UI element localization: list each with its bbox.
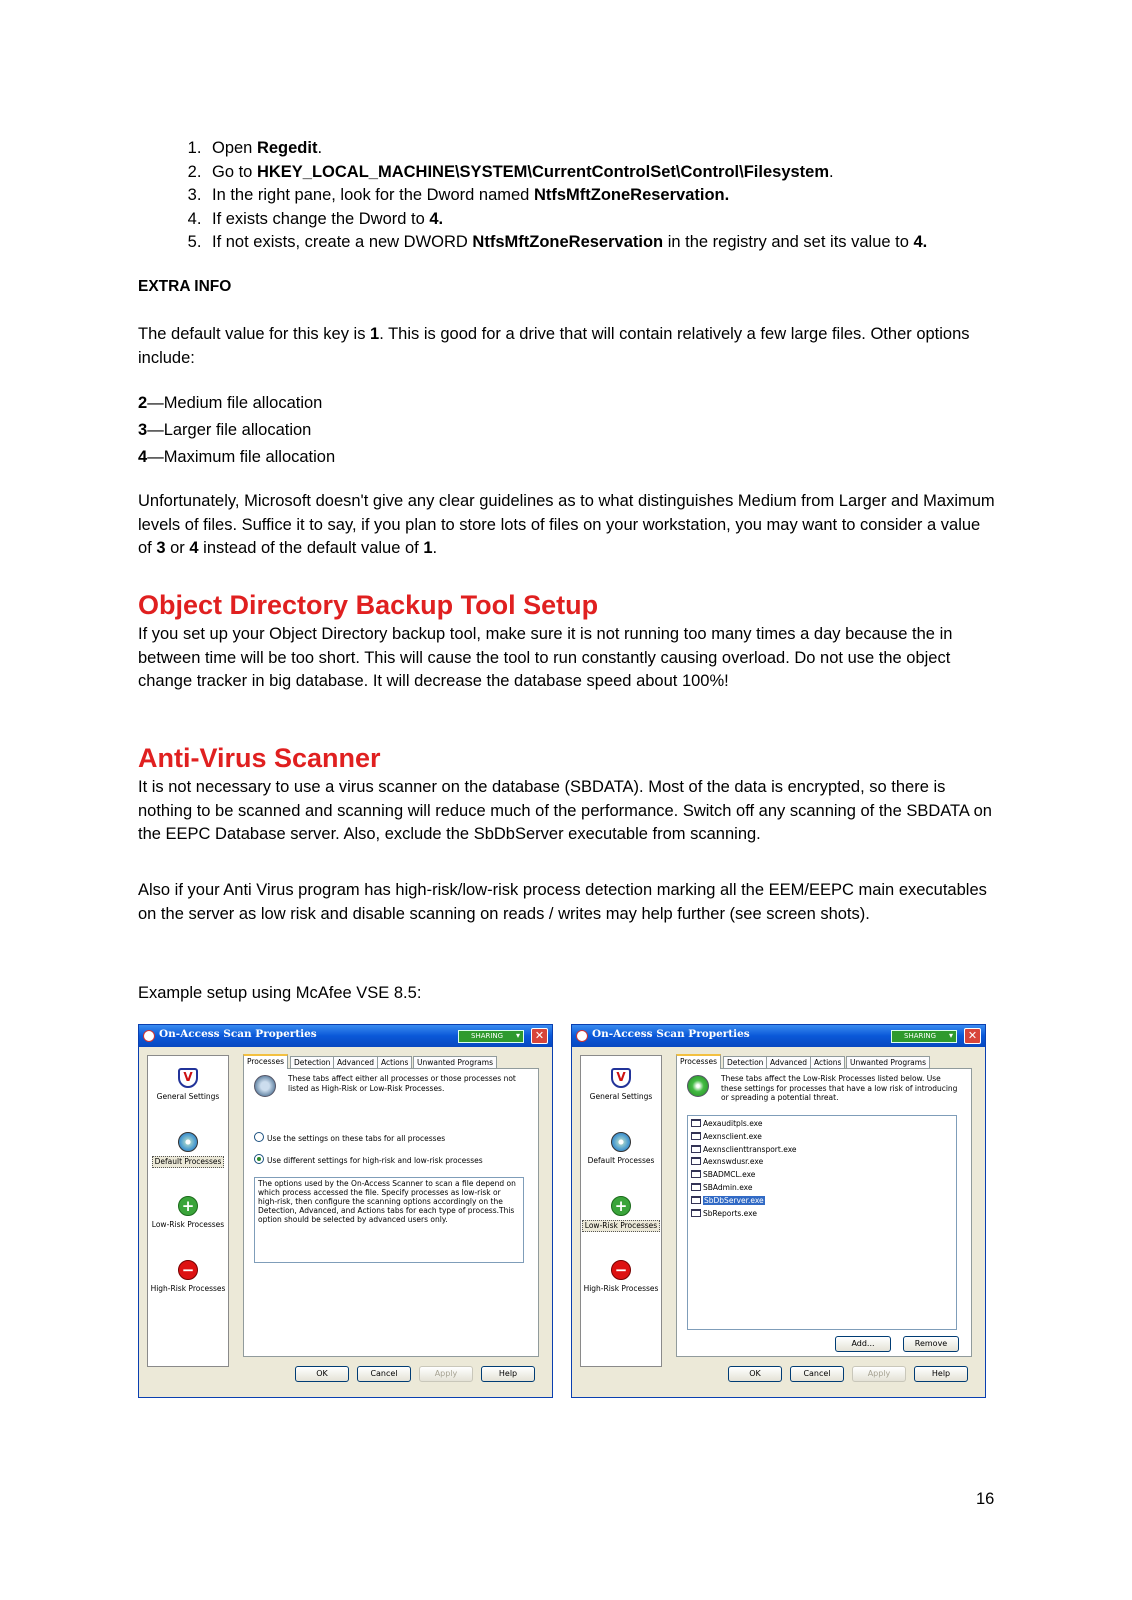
close-icon[interactable]: ✕ (964, 1028, 981, 1044)
radio-button-selected[interactable] (254, 1154, 264, 1164)
object-directory-heading: Object Directory Backup Tool Setup (138, 590, 599, 620)
list-item[interactable]: Aexauditpls.exe (691, 1118, 953, 1131)
shield-icon: V (178, 1068, 198, 1088)
exe-file-icon (691, 1209, 701, 1217)
minus-icon: − (611, 1260, 631, 1280)
sidebar-item-low-risk-processes[interactable]: + Low-Risk Processes (581, 1196, 661, 1232)
shield-icon: V (611, 1068, 631, 1088)
apply-button[interactable]: Apply (419, 1366, 473, 1382)
wrench-icon (254, 1075, 276, 1097)
step-item: 5. If not exists, create a new DWORD NtfsMftZoneReservation in the registry and set its value to 4. (206, 231, 1086, 255)
object-directory-paragraph: If you set up your Object Directory backup tool, make sure it is not running too many times a day because the in between time will be too short. This will cause the tool to run constantly causing overload. Do not use the object change tracker in big database. It will decrease the database speed about 100%! (138, 625, 953, 690)
step-item: 1. Open Regedit. (206, 137, 1086, 161)
list-item[interactable]: Aexnsclienttransport.exe (691, 1144, 953, 1157)
mcafee-shield-icon (143, 1030, 155, 1042)
list-item[interactable]: Aexnsclient.exe (691, 1131, 953, 1144)
exe-file-icon (691, 1170, 701, 1178)
anti-virus-paragraph: It is not necessary to use a virus scanner on the database (SBDATA). Most of the data is encrypted, so there is nothing to be scanned and scanning will reduce much of the performance. Switch off any scanning of the SBDATA on the EEPC Database server. Also, exclude the SbDbServer executable from scanning. (138, 778, 992, 843)
tab-detection[interactable]: Detection (290, 1056, 334, 1068)
exe-file-icon (691, 1196, 701, 1204)
tab-advanced[interactable]: Advanced (333, 1056, 378, 1068)
sidebar-item-high-risk-processes[interactable]: − High-Risk Processes (583, 1261, 659, 1293)
add-button[interactable]: Add... (835, 1336, 891, 1352)
anti-virus-heading: Anti-Virus Scanner (138, 743, 381, 773)
mcafee-shield-icon (576, 1030, 588, 1042)
tab-unwanted-programs[interactable]: Unwanted Programs (413, 1056, 497, 1068)
sharing-dropdown[interactable]: SHARING ▾ (458, 1030, 524, 1043)
exe-file-icon (691, 1183, 701, 1191)
ok-button[interactable]: OK (295, 1366, 349, 1382)
sidebar (147, 1055, 229, 1367)
ok-button[interactable]: OK (728, 1366, 782, 1382)
help-button[interactable]: Help (914, 1366, 968, 1382)
exe-file-icon (691, 1119, 701, 1127)
step-item: 2. Go to HKEY_LOCAL_MACHINE\SYSTEM\CurrentControlSet\Control\Filesystem. (206, 161, 1086, 185)
list-item[interactable]: SBAdmin.exe (691, 1182, 953, 1195)
minus-icon: − (178, 1260, 198, 1280)
description-box: The options used by the On-Access Scanner to scan a file depend on which process accessed the file. Specify processes as low-risk or high-risk, then configure the scanning options accordingly on the Detection, Advanced, and Actions tabs for each type of process.This option should be selected by advanced users only. (254, 1177, 524, 1263)
option-item: 3—Larger file allocation (138, 421, 312, 439)
example-caption: Example setup using McAfee VSE 8.5: (138, 984, 422, 1002)
help-button[interactable]: Help (481, 1366, 535, 1382)
sidebar (580, 1055, 662, 1367)
exe-file-icon (691, 1157, 701, 1165)
sidebar-item-low-risk-processes[interactable]: + Low-Risk Processes (151, 1197, 225, 1229)
cancel-button[interactable]: Cancel (790, 1366, 844, 1382)
gear-plus-icon (687, 1075, 709, 1097)
tab-advanced[interactable]: Advanced (766, 1056, 811, 1068)
apply-button[interactable]: Apply (852, 1366, 906, 1382)
panel-note: These tabs affect either all processes or those processes not listed as High-Risk or Low-Risk Processes. (288, 1074, 516, 1093)
extra-info-heading: EXTRA INFO (138, 278, 232, 295)
list-item[interactable]: SbReports.exe (691, 1208, 953, 1221)
radio-all-processes[interactable]: Use the settings on these tabs for all processes (254, 1132, 445, 1144)
page-number: 16 (976, 1490, 995, 1508)
option-item: 4—Maximum file allocation (138, 448, 336, 466)
tab-panel (243, 1068, 539, 1357)
close-icon[interactable]: ✕ (531, 1028, 548, 1044)
sharing-dropdown[interactable]: SHARING ▾ (891, 1030, 957, 1043)
screenshot-dialog-low-risk-processes (571, 1024, 986, 1398)
step-item: 3. In the right pane, look for the Dword named NtfsMftZoneReservation. (206, 184, 1086, 208)
sidebar-item-high-risk-processes[interactable]: − High-Risk Processes (150, 1261, 226, 1293)
tab-actions[interactable]: Actions (810, 1056, 845, 1068)
tab-processes[interactable]: Processes (243, 1054, 288, 1069)
risk-detection-paragraph: Also if your Anti Virus program has high-risk/low-risk process detection marking all the EEM/EEPC main executables on the server as low risk and disable scanning on reads / writes may help further (see screen shots). (138, 881, 987, 923)
registry-steps-list (138, 137, 1086, 255)
dialog-title: On-Access Scan Properties (592, 1028, 750, 1040)
list-item[interactable]: Aexnswdusr.exe (691, 1156, 953, 1169)
list-item[interactable]: SBADMCL.exe (691, 1169, 953, 1182)
tab-processes[interactable]: Processes (676, 1054, 721, 1069)
unfortunately-paragraph: Unfortunately, Microsoft doesn't give any clear guidelines as to what distinguishes Medium from Larger and Maximum levels of files. Suffice it to say, if you plan to store lots of files on your workstation, you may want to consider a value of 3 or 4 instead of the default value of 1. (138, 492, 995, 557)
tab-detection[interactable]: Detection (723, 1056, 767, 1068)
sidebar-item-default-processes[interactable]: Default Processes (148, 1132, 228, 1168)
radio-different-settings[interactable]: Use different settings for high-risk and low-risk processes (254, 1154, 483, 1166)
panel-note: These tabs affect the Low-Risk Processes listed below. Use these settings for processes that have a low risk of introducing or spreading a potential threat. (721, 1074, 958, 1102)
plus-icon: + (611, 1196, 631, 1216)
disc-icon (178, 1132, 198, 1152)
tab-actions[interactable]: Actions (377, 1056, 412, 1068)
list-item-selected[interactable]: SbDbServer.exe (691, 1195, 953, 1208)
cancel-button[interactable]: Cancel (357, 1366, 411, 1382)
disc-icon (611, 1132, 631, 1152)
title-bar (139, 1025, 552, 1047)
sidebar-item-general-settings[interactable]: V General Settings (156, 1070, 220, 1101)
exe-file-icon (691, 1132, 701, 1140)
title-bar (572, 1025, 985, 1047)
allocation-options (138, 392, 538, 473)
screenshot-dialog-default-processes (138, 1024, 553, 1398)
dialog-title: On-Access Scan Properties (159, 1028, 317, 1040)
tab-panel (676, 1068, 972, 1357)
plus-icon: + (178, 1196, 198, 1216)
default-value-paragraph: The default value for this key is 1. This is good for a drive that will contain relatively a few large files. Other options include: (138, 325, 970, 367)
radio-button[interactable] (254, 1132, 264, 1142)
sidebar-item-general-settings[interactable]: V General Settings (589, 1070, 653, 1101)
process-list[interactable] (687, 1115, 957, 1330)
tab-unwanted-programs[interactable]: Unwanted Programs (846, 1056, 930, 1068)
option-item: 2—Medium file allocation (138, 394, 323, 412)
step-item: 4. If exists change the Dword to 4. (206, 208, 1086, 232)
sidebar-item-default-processes[interactable]: Default Processes (581, 1132, 661, 1166)
remove-button[interactable]: Remove (903, 1336, 959, 1352)
exe-file-icon (691, 1145, 701, 1153)
